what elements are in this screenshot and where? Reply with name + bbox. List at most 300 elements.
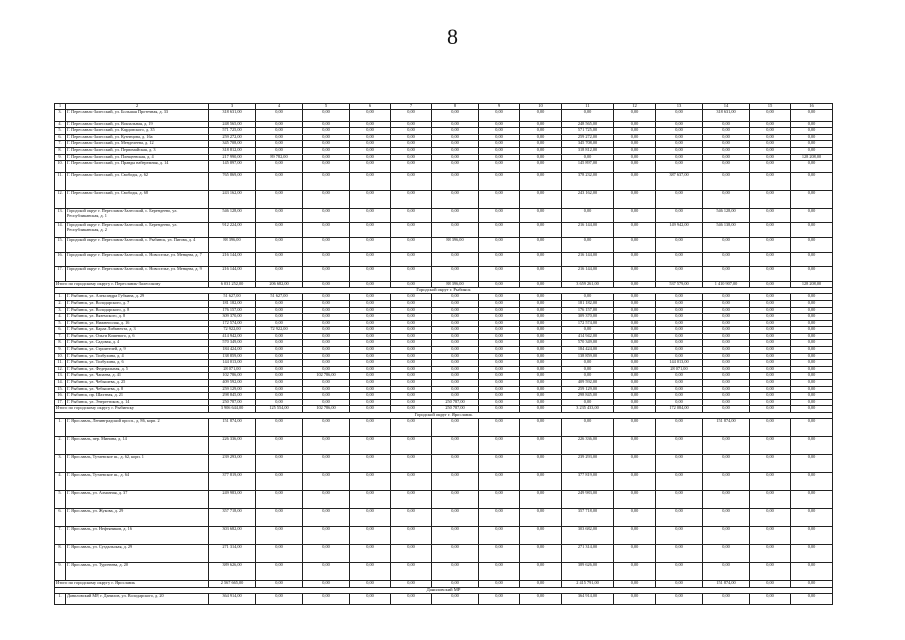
value-cell: 0,00	[479, 373, 520, 380]
address-cell: Даниловский МР, г. Данилов, ул. Володарского, д. 20	[66, 593, 209, 605]
table-row	[55, 455, 833, 473]
value-cell: 259 129,00	[209, 386, 256, 393]
value-cell: 0,00	[703, 366, 750, 373]
value-cell: 0,00	[520, 300, 562, 307]
value-cell: 0,00	[520, 141, 562, 148]
value-cell: 0,00	[703, 121, 750, 128]
value-cell: 0,00	[750, 366, 791, 373]
row-number: 16.	[55, 252, 66, 267]
total-value-cell: 102 786,00	[303, 406, 350, 413]
value-cell: 0,00	[391, 380, 432, 387]
value-cell: 0,00	[391, 419, 432, 437]
value-cell: 88 396,00	[432, 237, 479, 252]
value-cell: 0,00	[391, 491, 432, 509]
value-cell: 298 845,00	[562, 393, 614, 400]
value-cell: 51 627,00	[209, 294, 256, 301]
value-cell: 0,00	[432, 366, 479, 373]
value-cell: 0,00	[562, 419, 614, 437]
row-number: 11.	[55, 172, 66, 190]
value-cell: 0,00	[303, 327, 350, 334]
total-value-cell: 0,00	[350, 581, 391, 588]
total-value-cell: 0,00	[614, 281, 656, 288]
row-number: 17.	[55, 399, 66, 406]
value-cell: 0,00	[350, 267, 391, 282]
value-cell: 0,00	[703, 473, 750, 491]
value-cell: 0,00	[562, 366, 614, 373]
value-cell: 0,00	[791, 307, 833, 314]
row-number: 17.	[55, 267, 66, 282]
value-cell: 0,00	[791, 327, 833, 334]
value-cell: 0,00	[479, 366, 520, 373]
column-header-15: 15	[750, 104, 791, 110]
row-number: 4.	[55, 121, 66, 128]
row-number: 14.	[55, 380, 66, 387]
value-cell: 0,00	[750, 223, 791, 238]
value-cell: 0,00	[520, 327, 562, 334]
address-cell: Городской округ г. Переславль-Залесский, с. Берендеево, ул. Республиканская, д. 2	[66, 223, 209, 238]
value-cell: 0,00	[432, 300, 479, 307]
value-cell: 0,00	[350, 128, 391, 135]
value-cell: 0,00	[562, 399, 614, 406]
total-value-cell: 0,00	[303, 281, 350, 288]
value-cell: 0,00	[303, 110, 350, 122]
total-value-cell: 0,00	[614, 406, 656, 413]
value-cell: 0,00	[479, 128, 520, 135]
total-value-cell: 3 659 261,00	[562, 281, 614, 288]
value-cell: 0,00	[479, 320, 520, 327]
value-cell: 0,00	[350, 121, 391, 128]
value-cell: 0,00	[614, 347, 656, 354]
value-cell: 0,00	[703, 593, 750, 605]
value-cell: 0,00	[479, 509, 520, 527]
value-cell: 0,00	[791, 509, 833, 527]
value-cell: 0,00	[303, 333, 350, 340]
value-cell: 0,00	[791, 333, 833, 340]
value-cell: 0,00	[432, 307, 479, 314]
value-cell: 0,00	[256, 172, 303, 190]
value-cell: 0,00	[703, 314, 750, 321]
value-cell: 151 874,00	[209, 419, 256, 437]
address-cell: Г. Ярославль, Тутаевское ш., д. 62, корп. 1	[66, 455, 209, 473]
value-cell: 0,00	[656, 437, 703, 455]
value-cell: 0,00	[391, 509, 432, 527]
value-cell: 0,00	[391, 307, 432, 314]
value-cell: 0,00	[479, 294, 520, 301]
table-row	[55, 347, 833, 354]
value-cell: 0,00	[350, 545, 391, 563]
value-cell: 0,00	[432, 380, 479, 387]
total-value-cell: 0,00	[791, 406, 833, 413]
value-cell: 0,00	[432, 320, 479, 327]
value-cell: 0,00	[479, 419, 520, 437]
value-cell: 0,00	[432, 294, 479, 301]
value-cell: 0,00	[256, 147, 303, 154]
value-cell: 0,00	[520, 161, 562, 173]
value-cell: 0,00	[479, 360, 520, 367]
total-value-cell: 537 579,00	[656, 281, 703, 288]
column-header-8: 8	[432, 104, 479, 110]
value-cell: 0,00	[479, 190, 520, 208]
value-cell: 0,00	[350, 333, 391, 340]
address-cell: Г. Переславль-Залесский, ул. Кузнецова, д. 16а	[66, 134, 209, 141]
value-cell: 0,00	[350, 307, 391, 314]
total-value-cell: 0,00	[479, 581, 520, 588]
value-cell: 0,00	[656, 320, 703, 327]
value-cell: 145 897,00	[562, 161, 614, 173]
value-cell: 0,00	[562, 373, 614, 380]
value-cell: 0,00	[750, 154, 791, 161]
total-value-cell: 2 567 665,00	[209, 581, 256, 588]
row-number: 1.	[55, 419, 66, 437]
value-cell: 0,00	[350, 360, 391, 367]
address-cell: Городской округ г. Переславль-Залесский, с. Берендеево, ул. Республиканская, д. 1	[66, 208, 209, 223]
value-cell: 0,00	[791, 437, 833, 455]
value-cell: 0,00	[256, 419, 303, 437]
value-cell: 0,00	[256, 300, 303, 307]
row-number: 1.	[55, 593, 66, 605]
value-cell: 0,00	[432, 121, 479, 128]
total-label: Итого по городскому округу г. Рыбинску	[55, 406, 209, 413]
value-cell: 0,00	[303, 223, 350, 238]
value-cell: 309 370,00	[562, 314, 614, 321]
value-cell: 0,00	[520, 393, 562, 400]
value-cell: 0,00	[656, 473, 703, 491]
table-row	[55, 252, 833, 267]
value-cell: 0,00	[391, 128, 432, 135]
value-cell: 0,00	[614, 252, 656, 267]
table-row	[55, 154, 833, 161]
value-cell: 0,00	[391, 147, 432, 154]
value-cell: 0,00	[656, 300, 703, 307]
value-cell: 0,00	[750, 509, 791, 527]
value-cell: 0,00	[350, 294, 391, 301]
value-cell: 0,00	[479, 333, 520, 340]
value-cell: 0,00	[656, 154, 703, 161]
value-cell: 0,00	[303, 399, 350, 406]
value-cell: 0,00	[303, 267, 350, 282]
value-cell: 259 272,00	[209, 134, 256, 141]
value-cell: 0,00	[791, 128, 833, 135]
address-cell: Г. Рыбинск, ул. Толбухина, д. 4	[66, 353, 209, 360]
column-header-6: 6	[350, 104, 391, 110]
value-cell: 0,00	[432, 252, 479, 267]
value-cell: 0,00	[703, 527, 750, 545]
value-cell: 0,00	[520, 455, 562, 473]
value-cell: 0,00	[791, 340, 833, 347]
value-cell: 0,00	[656, 237, 703, 252]
value-cell: 0,00	[520, 172, 562, 190]
total-value-cell: 0,00	[791, 581, 833, 588]
value-cell: 0,00	[432, 393, 479, 400]
value-cell: 0,00	[350, 252, 391, 267]
value-cell: 28 071,00	[656, 366, 703, 373]
value-cell: 0,00	[432, 563, 479, 581]
value-cell: 0,00	[432, 340, 479, 347]
value-cell: 0,00	[656, 386, 703, 393]
row-number: 4.	[55, 473, 66, 491]
value-cell: 0,00	[479, 386, 520, 393]
value-cell: 0,00	[614, 360, 656, 367]
address-cell: Г. Рыбинск, ул. Федеральная, д. 5	[66, 366, 209, 373]
value-cell: 0,00	[432, 154, 479, 161]
value-cell: 0,00	[703, 386, 750, 393]
value-cell: 0,00	[303, 527, 350, 545]
address-cell: Г. Переславль-Залесский, ул. Свободы, д. 68	[66, 190, 209, 208]
value-cell: 0,00	[391, 190, 432, 208]
value-cell: 303 682,00	[209, 527, 256, 545]
address-cell: Г. Переславль-Залесский, ул. Правды набережная, д. 14	[66, 161, 209, 173]
value-cell: 0,00	[391, 161, 432, 173]
value-cell: 0,00	[614, 237, 656, 252]
value-cell: 0,00	[350, 110, 391, 122]
value-cell: 0,00	[750, 360, 791, 367]
value-cell: 0,00	[479, 455, 520, 473]
table-row	[55, 300, 833, 307]
value-cell: 0,00	[750, 208, 791, 223]
value-cell: 0,00	[562, 110, 614, 122]
value-cell: 0,00	[703, 399, 750, 406]
value-cell: 0,00	[791, 172, 833, 190]
value-cell: 216 144,00	[209, 267, 256, 282]
value-cell: 0,00	[479, 437, 520, 455]
section-title: Городской округ г. Рыбинск	[55, 288, 833, 294]
value-cell: 389 626,00	[209, 563, 256, 581]
row-number: 3.	[55, 455, 66, 473]
value-cell: 0,00	[614, 121, 656, 128]
row-number: 9.	[55, 154, 66, 161]
value-cell: 0,00	[791, 386, 833, 393]
value-cell: 0,00	[303, 593, 350, 605]
value-cell: 0,00	[750, 563, 791, 581]
row-number: 16.	[55, 393, 66, 400]
value-cell: 318 631,00	[703, 110, 750, 122]
value-cell: 0,00	[256, 455, 303, 473]
address-cell: Г. Переславль-Залесский, ул. Первомайская, д. 3	[66, 147, 209, 154]
value-cell: 0,00	[614, 373, 656, 380]
value-cell: 0,00	[479, 491, 520, 509]
value-cell: 0,00	[350, 172, 391, 190]
value-cell: 144 013,00	[656, 360, 703, 367]
value-cell: 0,00	[350, 399, 391, 406]
page-number: 8	[447, 24, 458, 49]
value-cell: 387 637,00	[656, 172, 703, 190]
value-cell: 0,00	[520, 340, 562, 347]
total-label: Итого по городскому округу г. Переславль-Залесскому	[55, 281, 209, 288]
value-cell: 0,00	[350, 386, 391, 393]
value-cell: 89 782,00	[256, 154, 303, 161]
value-cell: 0,00	[520, 252, 562, 267]
value-cell: 0,00	[703, 393, 750, 400]
address-cell: Г. Рыбинск, ул. Садовая, д. 4	[66, 340, 209, 347]
value-cell: 0,00	[520, 380, 562, 387]
value-cell: 0,00	[256, 380, 303, 387]
value-cell: 0,00	[656, 527, 703, 545]
value-cell: 0,00	[750, 314, 791, 321]
address-cell: Г. Ярославль, Тутаевское ш., д. 64	[66, 473, 209, 491]
value-cell: 0,00	[303, 545, 350, 563]
value-cell: 318 631,00	[209, 110, 256, 122]
value-cell: 0,00	[256, 307, 303, 314]
value-cell: 0,00	[479, 314, 520, 321]
funding-table	[54, 103, 833, 605]
value-cell: 0,00	[656, 121, 703, 128]
address-cell: Г. Рыбинск, ул. Володарского, д. 7	[66, 300, 209, 307]
value-cell: 0,00	[479, 593, 520, 605]
address-cell: Г. Ярославль, ул. Нефтяников, д. 16	[66, 527, 209, 545]
value-cell: 0,00	[303, 121, 350, 128]
value-cell: 226 336,00	[209, 437, 256, 455]
value-cell: 0,00	[791, 380, 833, 387]
value-cell: 0,00	[479, 307, 520, 314]
value-cell: 0,00	[791, 347, 833, 354]
value-cell: 0,00	[350, 223, 391, 238]
value-cell: 0,00	[703, 437, 750, 455]
value-cell: 0,00	[703, 373, 750, 380]
total-value-cell: 0,00	[303, 581, 350, 588]
value-cell: 345 708,00	[209, 141, 256, 148]
value-cell: 0,00	[350, 509, 391, 527]
value-cell: 0,00	[656, 134, 703, 141]
table-row	[55, 491, 833, 509]
value-cell: 0,00	[256, 373, 303, 380]
value-cell: 239 293,00	[209, 455, 256, 473]
value-cell: 0,00	[750, 353, 791, 360]
value-cell: 0,00	[703, 267, 750, 282]
total-value-cell: 0,00	[614, 581, 656, 588]
value-cell: 0,00	[656, 307, 703, 314]
value-cell: 0,00	[614, 208, 656, 223]
value-cell: 128 208,00	[791, 154, 833, 161]
table-row	[55, 333, 833, 340]
total-value-cell: 3 235 433,00	[562, 406, 614, 413]
table-row	[55, 563, 833, 581]
value-cell: 0,00	[391, 252, 432, 267]
value-cell: 0,00	[303, 353, 350, 360]
value-cell: 0,00	[256, 161, 303, 173]
value-cell: 0,00	[391, 347, 432, 354]
value-cell: 546 128,00	[209, 208, 256, 223]
value-cell: 0,00	[303, 393, 350, 400]
row-number: 2.	[55, 437, 66, 455]
table-row	[55, 393, 833, 400]
value-cell: 0,00	[391, 455, 432, 473]
value-cell: 0,00	[391, 333, 432, 340]
value-cell: 0,00	[432, 386, 479, 393]
value-cell: 243 162,00	[209, 190, 256, 208]
value-cell: 0,00	[656, 545, 703, 563]
value-cell: 0,00	[256, 347, 303, 354]
value-cell: 0,00	[656, 294, 703, 301]
address-cell: Г. Ярославль, пер. Минина, д. 14	[66, 437, 209, 455]
total-value-cell: 0,00	[391, 581, 432, 588]
column-header-14: 14	[703, 104, 750, 110]
value-cell: 0,00	[520, 545, 562, 563]
value-cell: 0,00	[479, 563, 520, 581]
value-cell: 0,00	[791, 320, 833, 327]
value-cell: 0,00	[614, 353, 656, 360]
value-cell: 0,00	[350, 527, 391, 545]
value-cell: 0,00	[656, 380, 703, 387]
value-cell: 88 396,00	[209, 237, 256, 252]
value-cell: 0,00	[303, 141, 350, 148]
value-cell: 0,00	[391, 393, 432, 400]
value-cell: 0,00	[791, 190, 833, 208]
value-cell: 0,00	[432, 437, 479, 455]
value-cell: 0,00	[391, 154, 432, 161]
value-cell: 0,00	[614, 563, 656, 581]
total-value-cell: 151 874,00	[703, 581, 750, 588]
address-cell: Г. Переславль-Залесский, ул. Вокзальная, д. 19	[66, 121, 209, 128]
address-cell: Г. Ярославль, ул. Алмазная, д. 37	[66, 491, 209, 509]
value-cell: 0,00	[614, 294, 656, 301]
value-cell: 0,00	[656, 455, 703, 473]
address-cell: Г. Переславль-Залесский, ул. Менделеева, д. 12	[66, 141, 209, 148]
value-cell: 0,00	[256, 314, 303, 321]
value-cell: 0,00	[479, 327, 520, 334]
value-cell: 0,00	[391, 563, 432, 581]
value-cell: 318 812,00	[562, 147, 614, 154]
row-number: 4.	[55, 314, 66, 321]
value-cell: 0,00	[256, 437, 303, 455]
value-cell: 249 983,00	[562, 491, 614, 509]
total-value-cell: 250 787,00	[432, 406, 479, 413]
value-cell: 0,00	[614, 419, 656, 437]
value-cell: 0,00	[256, 386, 303, 393]
value-cell: 226 336,00	[562, 437, 614, 455]
total-row	[55, 281, 833, 288]
table-row	[55, 340, 833, 347]
value-cell: 0,00	[656, 340, 703, 347]
value-cell: 0,00	[703, 172, 750, 190]
value-cell: 0,00	[256, 340, 303, 347]
column-header-9: 9	[479, 104, 520, 110]
value-cell: 0,00	[350, 353, 391, 360]
value-cell: 0,00	[256, 110, 303, 122]
address-cell: Г. Рыбинск, ул. Строителей, д. 9	[66, 347, 209, 354]
table-body	[55, 104, 833, 605]
value-cell: 0,00	[614, 327, 656, 334]
total-value-cell: 0,00	[391, 406, 432, 413]
value-cell: 0,00	[614, 455, 656, 473]
value-cell: 0,00	[432, 545, 479, 563]
value-cell: 0,00	[350, 491, 391, 509]
value-cell: 0,00	[750, 141, 791, 148]
value-cell: 0,00	[703, 360, 750, 367]
value-cell: 0,00	[703, 134, 750, 141]
value-cell: 0,00	[432, 509, 479, 527]
value-cell: 0,00	[256, 593, 303, 605]
row-number: 3.	[55, 307, 66, 314]
table-row	[55, 327, 833, 334]
value-cell: 0,00	[614, 491, 656, 509]
table-row	[55, 128, 833, 135]
column-header-12: 12	[614, 104, 656, 110]
table-row	[55, 593, 833, 605]
value-cell: 0,00	[750, 237, 791, 252]
value-cell: 271 314,00	[562, 545, 614, 563]
value-cell: 0,00	[656, 110, 703, 122]
table-row	[55, 172, 833, 190]
value-cell: 345 708,00	[562, 141, 614, 148]
value-cell: 0,00	[656, 593, 703, 605]
value-cell: 0,00	[614, 307, 656, 314]
row-number: 9.	[55, 347, 66, 354]
address-cell: Г. Рыбинск, ул. Чапаева, д. 41	[66, 373, 209, 380]
value-cell: 0,00	[703, 491, 750, 509]
value-cell: 28 071,00	[209, 366, 256, 373]
value-cell: 0,00	[520, 208, 562, 223]
value-cell: 0,00	[350, 340, 391, 347]
